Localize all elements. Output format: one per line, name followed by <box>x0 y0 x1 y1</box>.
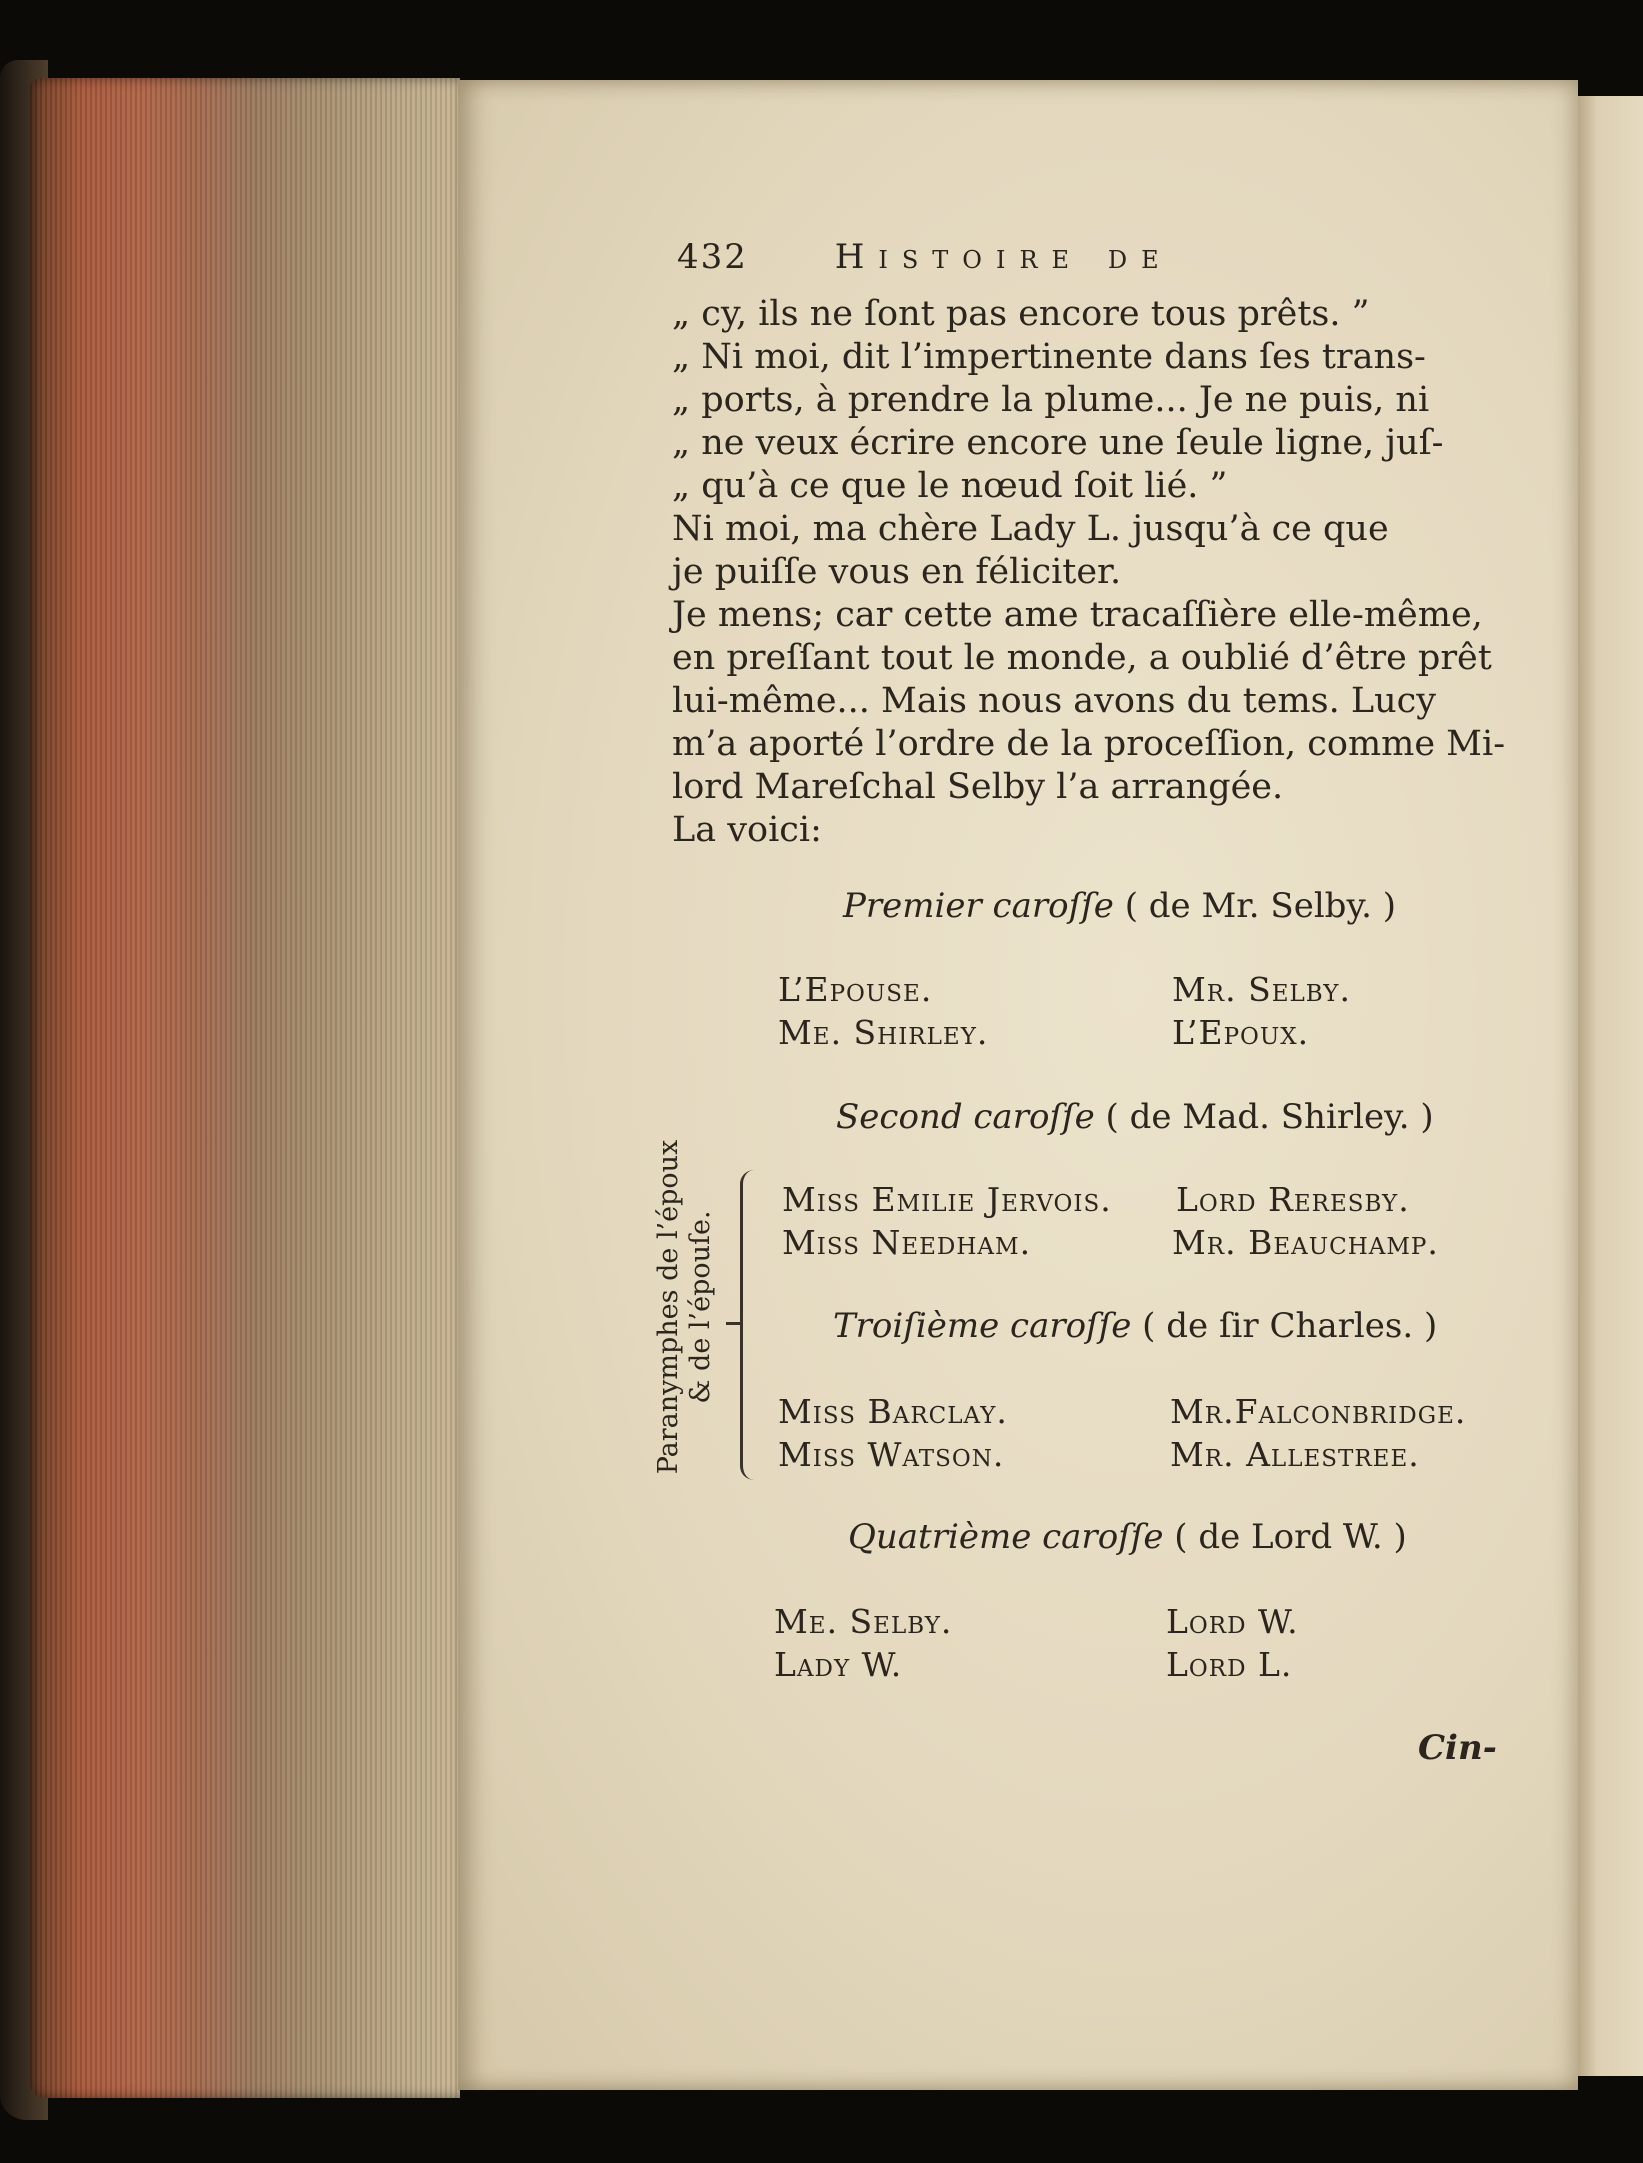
text-line: lord Mareſchal Selby l’a arrangée. <box>672 767 1284 807</box>
side-note-line: & de l’épouſe. <box>685 1210 716 1404</box>
text-line: „ qu’à ce que le nœud ſoit lié. ” <box>672 466 1228 506</box>
carriage-title-italic: Premier caroſſe <box>843 886 1114 926</box>
passenger-right: Lord Reresby. <box>1176 1180 1410 1219</box>
running-head <box>677 237 1173 277</box>
side-note-line: Paranymphes de l’époux <box>653 1139 684 1475</box>
carriage-title-rest: ( de Mr. Selby. ) <box>1124 886 1397 926</box>
text-line: je puiſſe vous en féliciter. <box>672 552 1122 592</box>
bracket <box>740 1170 763 1480</box>
text-line: „ ports, à prendre la plume... Je ne puis, ni <box>672 380 1430 420</box>
side-note <box>653 1139 725 1485</box>
body-text <box>672 293 1506 852</box>
carriage-title-rest: ( de Lord W. ) <box>1174 1517 1407 1557</box>
carriage-title-rest: ( de Mad. Shirley. ) <box>1105 1097 1434 1137</box>
passenger-left: Miſs Watson. <box>778 1435 1005 1474</box>
side-note-text <box>653 1137 717 1477</box>
facing-page-edge <box>1578 96 1643 2076</box>
text-line: Je mens; car cette ame tracaſſière elle-même, <box>672 595 1483 635</box>
passenger-right: L’Epoux. <box>1172 1013 1310 1052</box>
text-line: „ Ni moi, dit l’impertinente dans ſes trans- <box>672 337 1426 377</box>
passenger-right: Lord L. <box>1166 1645 1293 1684</box>
carriage-title-italic: Second caroſſe <box>836 1097 1095 1137</box>
carriage-title <box>833 1306 1437 1346</box>
passenger-left: Me. Shirley. <box>778 1013 989 1052</box>
catchword: Cin- <box>1418 1728 1497 1768</box>
page-block-edge <box>30 78 460 2098</box>
carriage-title <box>843 886 1396 926</box>
text-line: La voici: <box>672 810 822 850</box>
carriage-title <box>848 1517 1407 1557</box>
text-line: m’a aporté l’ordre de la proceſſion, comme Mi- <box>672 724 1506 764</box>
text-line: „ ne veux écrire encore une ſeule ligne, juſ- <box>672 423 1444 463</box>
bracket-point <box>726 1322 740 1325</box>
text-line: lui-même... Mais nous avons du tems. Lucy <box>672 681 1437 721</box>
text-line: Ni moi, ma chère Lady L. jusqu’à ce que <box>672 509 1389 549</box>
carriage-title-italic: Quatrième caroſſe <box>848 1517 1164 1557</box>
passenger-left: Miſs Needham. <box>782 1223 1032 1262</box>
page-number: 432 <box>677 237 748 277</box>
passenger-right: Mr.Falconbridge. <box>1170 1392 1467 1431</box>
passenger-right: Mr. Selby. <box>1172 970 1351 1009</box>
passenger-right: Mr. Beauchamp. <box>1172 1223 1439 1262</box>
text-line: „ cy, ils ne ſont pas encore tous prêts. ” <box>672 294 1370 334</box>
passenger-left: Miſs Emilie Jervois. <box>782 1180 1112 1219</box>
passenger-left: Me. Selby. <box>774 1602 953 1641</box>
passenger-left: Lady W. <box>774 1645 903 1684</box>
text-line: en preſſant tout le monde, a oublié d’être prêt <box>672 638 1492 678</box>
carriage-title-rest: ( de ſir Charles. ) <box>1142 1306 1438 1346</box>
carriage-title <box>836 1097 1434 1137</box>
passenger-left: Miſs Barclay. <box>778 1392 1008 1431</box>
carriage-title-italic: Troiſième caroſſe <box>833 1306 1132 1346</box>
passenger-right: Lord W. <box>1166 1602 1299 1641</box>
passenger-right: Mr. Allestree. <box>1170 1435 1420 1474</box>
running-title: Histoire de <box>834 237 1173 277</box>
passenger-left: L’Epouse. <box>778 970 933 1009</box>
